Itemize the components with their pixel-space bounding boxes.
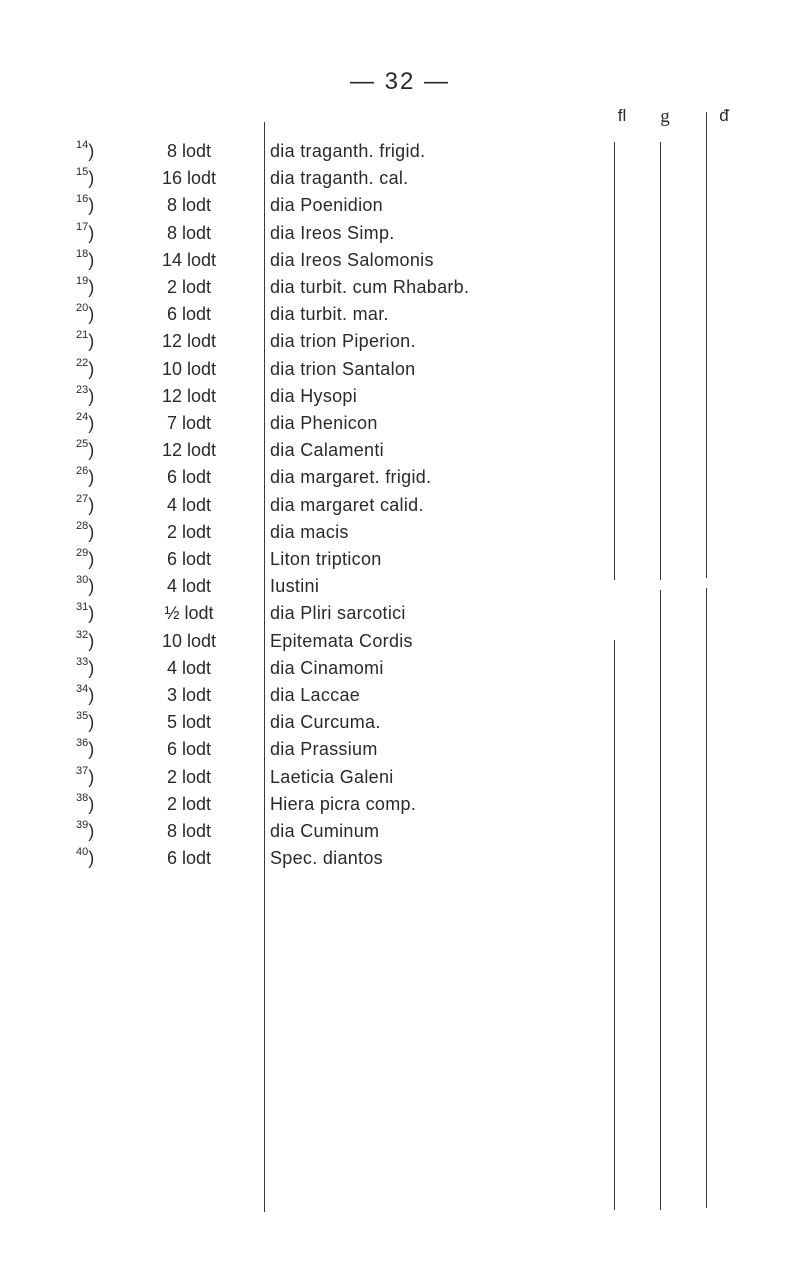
entry-name: dia margaret. frigid. (270, 467, 432, 488)
entry-index: 32 (76, 628, 89, 641)
entry-quantity: ½ lodt (164, 603, 214, 624)
list-item (0, 712, 800, 739)
entry-quantity: 8 lodt (166, 821, 212, 841)
entry-index: 30 (76, 574, 89, 587)
entry-name: dia trion Piperion. (270, 331, 416, 352)
entry-number: $^{32}$) (76, 628, 95, 651)
column-header-florin: fl (617, 106, 627, 125)
entry-index: 21 (76, 329, 89, 342)
entry-index: 19 (76, 275, 89, 287)
entry-index: 25 (76, 438, 89, 451)
list-item (0, 413, 800, 440)
entry-quantity: 12 lodt (161, 385, 217, 406)
entry-name: dia traganth. frigid. (270, 141, 426, 161)
entry-quantity: 3 lodt (166, 685, 212, 705)
list-item (0, 356, 800, 386)
entry-number: $^{33}$) (76, 655, 95, 678)
entry-number: $^{40}$) (76, 846, 95, 869)
list-item (0, 440, 800, 467)
entry-quantity: 7 lodt (166, 413, 212, 433)
entry-index: 15 (76, 166, 89, 179)
entry-quantity: 8 lodt (166, 141, 212, 161)
entry-name: dia traganth. cal. (270, 168, 409, 189)
entry-name: dia Laccae (270, 685, 361, 705)
list-item (0, 383, 800, 413)
entry-index: 36 (76, 737, 89, 750)
list-item (0, 764, 800, 794)
entry-number: $^{19}$) (76, 275, 95, 297)
entry-index: 29 (76, 547, 89, 559)
entry-quantity: 4 lodt (166, 494, 212, 515)
list-item (0, 628, 800, 658)
list-item (0, 603, 800, 630)
list-item (0, 549, 800, 576)
entry-quantity: 6 lodt (166, 549, 212, 569)
list-item (0, 220, 800, 250)
entry-number: $^{22}$) (76, 356, 95, 379)
entry-number: $^{38}$) (76, 791, 95, 814)
list-item (0, 247, 800, 277)
page-number: — 32 — (349, 68, 451, 95)
entry-index: 31 (76, 601, 89, 614)
entry-quantity: 8 lodt (166, 195, 212, 216)
entry-quantity: 4 lodt (166, 657, 212, 678)
entry-index: 40 (76, 846, 89, 859)
entry-name: Epitemata Cordis (270, 630, 413, 651)
entry-index: 20 (76, 302, 89, 315)
list-item (0, 492, 800, 522)
entry-quantity: 12 lodt (161, 440, 217, 461)
entry-name: dia Prassium (270, 739, 378, 760)
entry-index: 17 (76, 220, 89, 233)
entry-name: Laeticia Galeni (270, 766, 394, 787)
list-item (0, 195, 800, 222)
entry-number: $^{18}$) (76, 247, 95, 270)
entry-quantity: 12 lodt (161, 331, 217, 352)
entry-quantity: 16 lodt (161, 168, 217, 189)
entry-quantity: 2 lodt (166, 766, 212, 787)
entry-index: 14 (76, 139, 89, 151)
entry-number: $^{35}$) (76, 710, 95, 733)
entry-name: dia turbit. cum Rhabarb. (270, 277, 470, 297)
entry-name: Liton tripticon (270, 549, 382, 569)
entry-number: $^{24}$) (76, 411, 95, 433)
entry-name: dia Curcuma. (270, 712, 381, 733)
entry-quantity: 4 lodt (166, 576, 212, 597)
entry-name: Iustini (270, 576, 320, 597)
entry-number: $^{34}$) (76, 683, 95, 705)
entry-name: dia Hysopi (270, 385, 358, 406)
entry-quantity: 10 lodt (161, 358, 217, 379)
list-item (0, 821, 800, 848)
entry-number: $^{14}$) (76, 139, 95, 161)
entry-number: $^{28}$) (76, 519, 95, 542)
entry-index: 33 (76, 655, 89, 668)
entry-name: dia macis (270, 521, 349, 542)
entry-quantity: 6 lodt (166, 739, 212, 760)
entry-index: 27 (76, 492, 89, 505)
list-item (0, 739, 800, 766)
entry-number: $^{26}$) (76, 465, 95, 488)
entry-number: $^{29}$) (76, 547, 95, 569)
entry-index: 37 (76, 764, 89, 777)
entry-index: 24 (76, 411, 89, 423)
list-item (0, 791, 800, 821)
entry-name: dia margaret calid. (270, 494, 424, 515)
entry-name: Hiera picra comp. (270, 793, 417, 814)
entry-quantity: 2 lodt (166, 521, 212, 542)
entry-name: dia Poenidion (270, 195, 383, 216)
entry-number: $^{15}$) (76, 166, 95, 189)
entry-index: 18 (76, 247, 89, 260)
entry-number: $^{23}$) (76, 383, 95, 406)
list-item (0, 168, 800, 195)
entry-index: 28 (76, 519, 89, 532)
entry-quantity: 10 lodt (161, 630, 217, 651)
entry-name: dia Cuminum (270, 821, 380, 841)
entry-name: dia Calamenti (270, 440, 384, 461)
entry-quantity: 2 lodt (166, 793, 212, 814)
list-item (0, 685, 800, 712)
entry-quantity: 5 lodt (166, 712, 212, 733)
entry-number: $^{36}$) (76, 737, 95, 760)
list-item (0, 576, 800, 603)
entry-index: 34 (76, 683, 89, 695)
entry-quantity: 6 lodt (166, 304, 212, 325)
column-header-denar: ᵭ (719, 106, 729, 125)
entry-index: 16 (76, 193, 89, 206)
entry-name: dia Cinamomi (270, 657, 384, 678)
entry-name: Spec. diantos (270, 848, 383, 869)
entry-name: dia Ireos Salomonis (270, 249, 434, 270)
list-item (0, 519, 800, 549)
entry-quantity: 6 lodt (166, 467, 212, 488)
entry-name: dia Pliri sarcotici (270, 603, 406, 624)
entry-number: $^{39}$) (76, 819, 95, 841)
entry-index: 38 (76, 791, 89, 804)
list-item (0, 277, 800, 304)
entry-number: $^{37}$) (76, 764, 95, 787)
entry-index: 23 (76, 383, 89, 396)
entry-number: $^{21}$) (76, 329, 95, 352)
entry-quantity: 2 lodt (166, 277, 212, 297)
entry-number: $^{31}$) (76, 601, 95, 624)
entry-index: 35 (76, 710, 89, 723)
list-item (0, 467, 800, 494)
entry-number: $^{16}$) (76, 193, 95, 216)
list-item (0, 655, 800, 685)
entry-index: 26 (76, 465, 89, 478)
entry-number: $^{27}$) (76, 492, 95, 515)
entry-number: $^{25}$) (76, 438, 95, 461)
entry-number: $^{17}$) (76, 220, 95, 243)
entry-quantity: 8 lodt (166, 222, 212, 243)
column-header-groschen: g (660, 106, 670, 127)
entry-name: dia turbit. mar. (270, 304, 389, 325)
entry-number: $^{30}$) (76, 574, 95, 597)
entry-quantity: 14 lodt (161, 249, 217, 270)
entry-index: 39 (76, 819, 89, 831)
list-item (0, 331, 800, 358)
entry-name: dia Ireos Simp. (270, 222, 395, 243)
list-item (0, 848, 800, 875)
list-item (0, 304, 800, 331)
entry-name: dia Phenicon (270, 413, 378, 433)
list-item (0, 141, 800, 168)
entry-index: 22 (76, 356, 89, 369)
entry-number: $^{20}$) (76, 302, 95, 325)
entry-quantity: 6 lodt (166, 848, 212, 869)
entry-name: dia trion Santalon (270, 358, 416, 379)
